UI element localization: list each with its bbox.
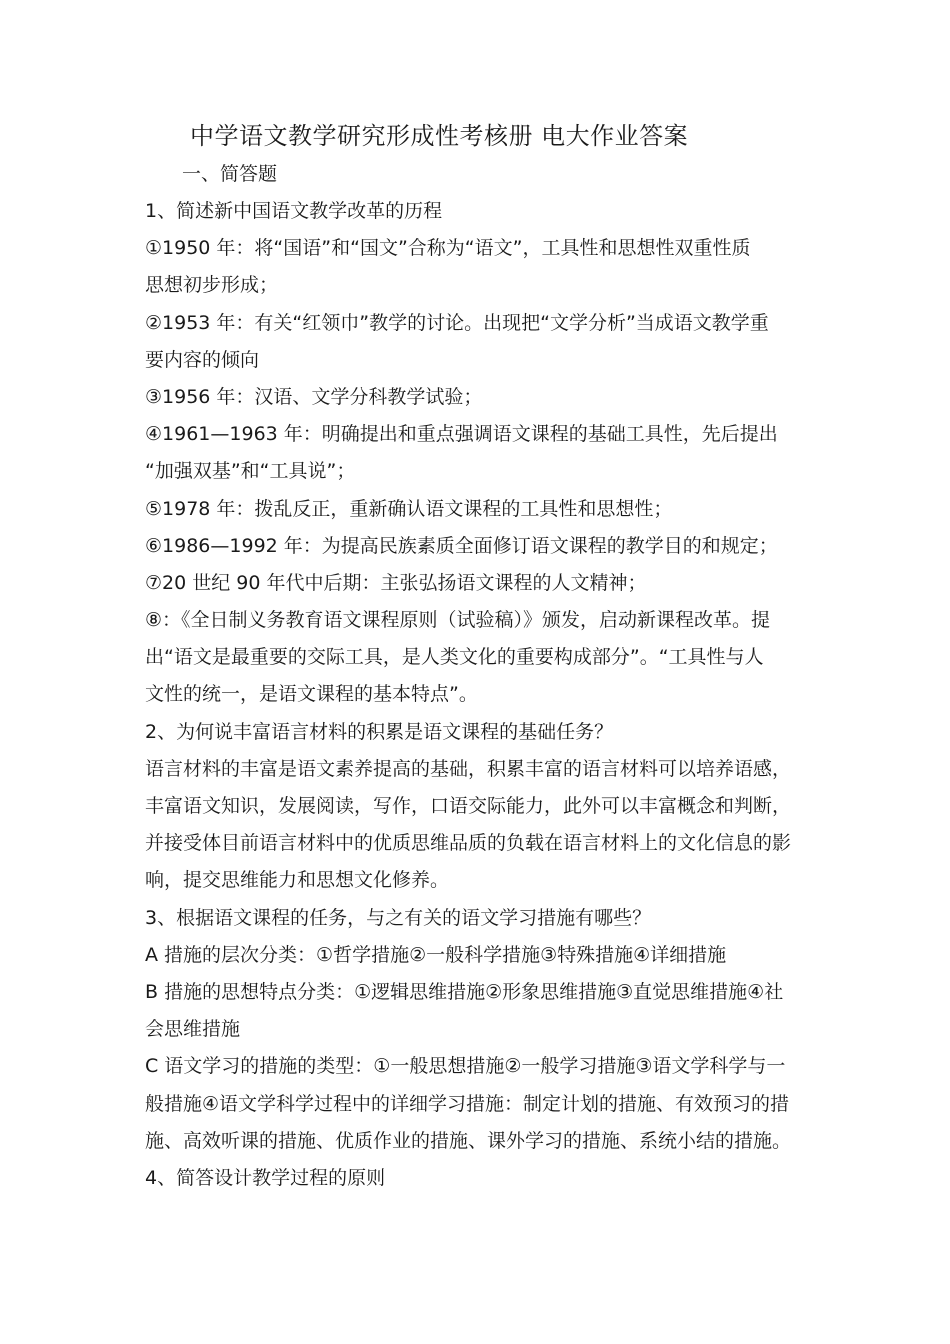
- text-line: ④1961—1963 年：明确提出和重点强调语文课程的基础工具性，先后提出: [145, 423, 778, 446]
- text-line: 语言材料的丰富是语文素养提高的基础，积累丰富的语言材料可以培养语感，: [145, 757, 792, 780]
- text-line: ⑧：《全日制义务教育语文课程原则（试验稿）》颁发，启动新课程改革。提: [145, 609, 771, 632]
- text-line: 1、简述新中国语文教学改革的历程: [145, 200, 443, 222]
- text-line: “加强双基”和“工具说”；: [145, 460, 356, 483]
- text-line: 响，提交思维能力和思想文化修养。: [145, 869, 450, 892]
- text-line: ⑤1978 年：拨乱反正，重新确认语文课程的工具性和思想性；: [145, 497, 673, 520]
- text-line: ③1956 年：汉语、文学分科教学试验；: [145, 385, 483, 408]
- text-line: B 措施的思想特点分类：①逻辑思维措施②形象思维措施③直觉思维措施④社: [145, 980, 784, 1003]
- text-line: ②1953 年：有关“红领巾”教学的讨论。出现把“文学分析”当成语文教学重: [145, 311, 769, 334]
- text-line: 丰富语文知识，发展阅读，写作，口语交际能力，此外可以丰富概念和判断，: [145, 795, 792, 817]
- text-line: ⑥1986—1992 年：为提高民族素质全面修订语文课程的教学目的和规定；: [145, 534, 778, 557]
- text-line: 并接受体目前语言材料中的优质思维品质的负载在语言材料上的文化信息的影: [145, 832, 792, 855]
- text-line: 3、根据语文课程的任务，与之有关的语文学习措施有哪些？: [145, 906, 652, 929]
- text-line: ⑦20 世纪 90 年代中后期：主张弘扬语文课程的人文精神；: [145, 571, 647, 594]
- text-line: 施、高效听课的措施、优质作业的措施、课外学习的措施、系统小结的措施。: [145, 1129, 792, 1152]
- text-line: C 语文学习的措施的类型：①一般思想措施②一般学习措施③语文学科学与一: [145, 1055, 786, 1078]
- text-line: 要内容的倾向: [145, 348, 260, 371]
- document-title: 中学语文教学研究形成性考核册 电大作业答案: [190, 122, 689, 150]
- text-line: 会思维措施: [145, 1018, 241, 1041]
- section-heading: 一、简答题: [182, 163, 278, 185]
- text-line: A 措施的层次分类：①哲学措施②一般科学措施③特殊措施④详细措施: [145, 943, 727, 966]
- document-body: [145, 193, 805, 1197]
- text-line: 2、为何说丰富语言材料的积累是语文课程的基础任务？: [145, 720, 614, 743]
- text-line: 文性的统一，是语文课程的基本特点”。: [145, 683, 478, 706]
- text-line: 思想初步形成；: [145, 274, 279, 297]
- text-line: 般措施④语文学科学过程中的详细学习措施：制定计划的措施、有效预习的措: [145, 1092, 790, 1115]
- text-line: 4、简答设计教学过程的原则: [145, 1166, 386, 1189]
- text-line: ①1950 年：将“国语”和“国文”合称为“语文”，工具性和思想性双重性质: [145, 237, 751, 260]
- text-line: 出“语文是最重要的交际工具，是人类文化的重要构成部分”。“工具性与人: [145, 646, 764, 669]
